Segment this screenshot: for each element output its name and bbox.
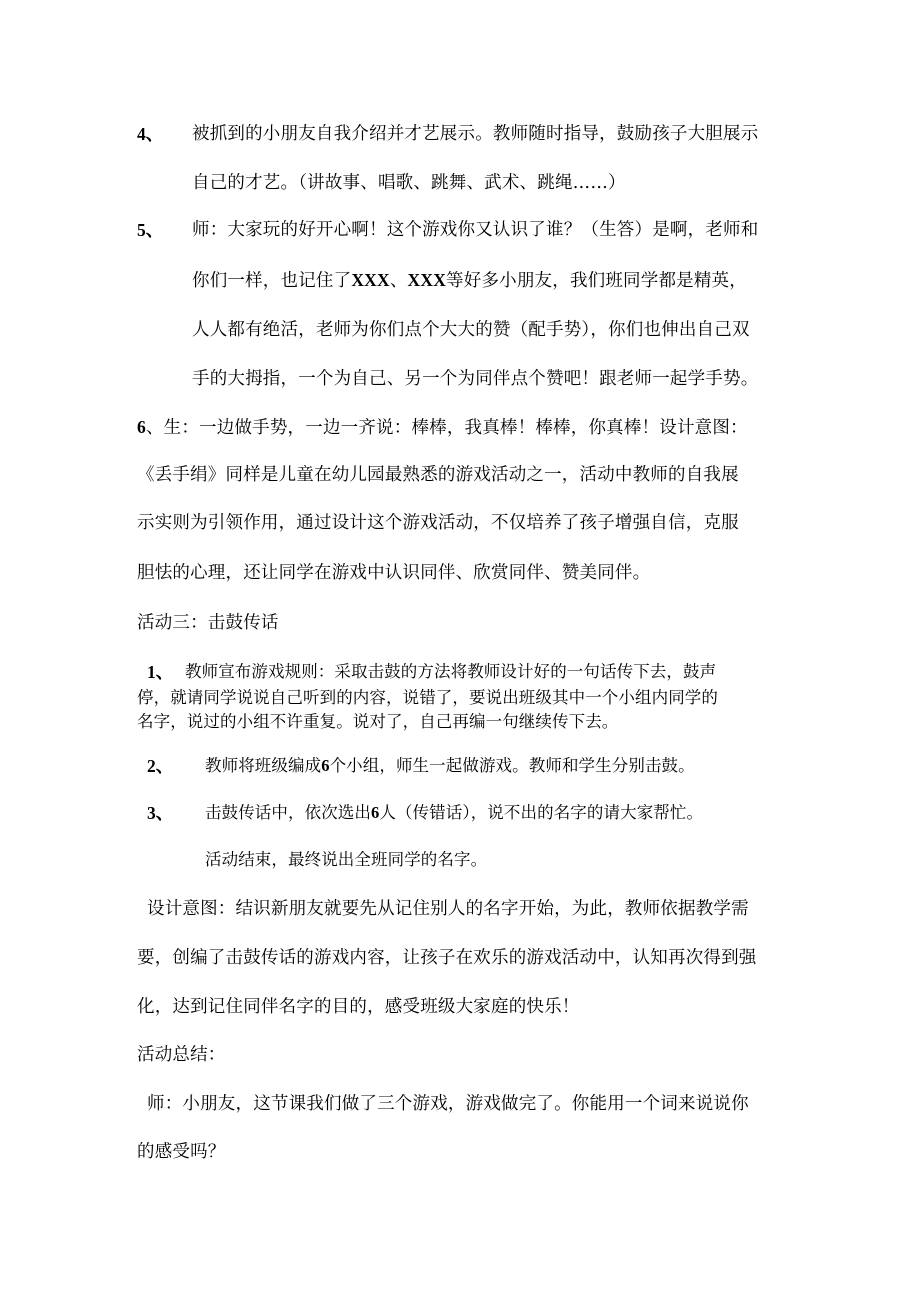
rule-1-line-3: 名字，说过的小组不许重复。说对了，自己再编一句继续传下去。	[137, 712, 619, 731]
item-6-line-1	[137, 415, 748, 440]
activity-end-line: 活动结束，最终说出全班同学的名字。	[205, 850, 488, 869]
design-intent-line-2: 要，创编了击鼓传话的游戏内容，让孩子在欢乐的游戏活动中，认知再次得到强	[137, 948, 757, 968]
item-4-line-1: 被抓到的小朋友自我介绍并才艺展示。教师随时指导，鼓励孩子大胆展示	[192, 124, 759, 144]
rule-3-line	[205, 801, 703, 825]
item-6-number: 6	[137, 417, 146, 437]
item-6-line-3: 示实则为引领作用，通过设计这个游戏活动，不仅培养了孩子增强自信，克服	[137, 513, 739, 533]
rule-1-line-2: 停，就请同学说说自己听到的内容，说错了，要说出班级其中一个小组内同学的	[137, 688, 718, 707]
item-5-line-3: 人人都有绝活，老师为你们点个大大的赞（配手势），你们也伸出自己双	[192, 320, 750, 340]
text-segment: 个小组，师生一起做游戏。教师和学生分别击鼓。	[329, 756, 695, 775]
group-count: 6	[321, 756, 330, 775]
text-segment: 、生：一边做手势，一边一齐说：棒棒，我真棒！棒棒，你真棒！设计意图：	[145, 418, 748, 438]
summary-heading: 活动总结：	[137, 1045, 226, 1065]
item-5-number: 5、	[137, 220, 164, 240]
rule-2-line	[205, 754, 695, 778]
text-segment: 人（传错话），说不出的名字的请大家帮忙。	[379, 803, 704, 822]
rule-3-number: 3、	[147, 803, 174, 823]
item-4-number: 4、	[137, 124, 164, 144]
item-5-line-4: 手的大拇指，一个为自己、另一个为同伴点个赞吧！跟老师一起学手势。	[192, 369, 759, 389]
item-6-line-2: 《丢手绢》同样是儿童在幼儿园最熟悉的游戏活动之一，活动中教师的自我展	[137, 465, 739, 485]
name-placeholder: XXX	[407, 270, 447, 290]
text-segment: 教师将班级编成	[205, 756, 322, 775]
text-segment: 你们一样，也记住了	[192, 271, 352, 291]
text-segment: 等好多小朋友，我们班同学都是精英，	[446, 271, 747, 291]
rule-1-line-1: 教师宣布游戏规则：采取击鼓的方法将教师设计好的一句话传下去，鼓声	[185, 662, 717, 681]
item-5-line-2	[192, 268, 747, 293]
design-intent-line-3: 化，达到记住同伴名字的目的，感受班级大家庭的快乐！	[137, 997, 580, 1017]
name-placeholder: XXX	[351, 270, 390, 290]
summary-line-2: 的感受吗？	[137, 1142, 226, 1162]
item-5-line-1: 师：大家玩的好开心啊！这个游戏你又认识了谁？（生答）是啊，老师和	[192, 220, 759, 240]
text-segment: 击鼓传话中，依次选出	[205, 803, 371, 822]
text-segment: 、	[389, 271, 408, 291]
activity-3-heading: 活动三：击鼓传话	[137, 613, 279, 633]
design-intent-line-1: 设计意图：结识新朋友就要先从记住别人的名字开始，为此，教师依据教学需	[147, 899, 749, 919]
item-6-line-4: 胆怯的心理，还让同学在游戏中认识同伴、欣赏同伴、赞美同伴。	[137, 563, 651, 583]
pick-count: 6	[371, 803, 380, 822]
item-4-line-2: 自己的才艺。（讲故事、唱歌、跳舞、武术、跳绳……）	[192, 173, 626, 193]
rule-1-number: 1、	[147, 662, 174, 682]
summary-line-1: 师：小朋友，这节课我们做了三个游戏，游戏做完了。你能用一个词来说说你	[147, 1094, 749, 1114]
rule-2-number: 2、	[147, 756, 174, 776]
